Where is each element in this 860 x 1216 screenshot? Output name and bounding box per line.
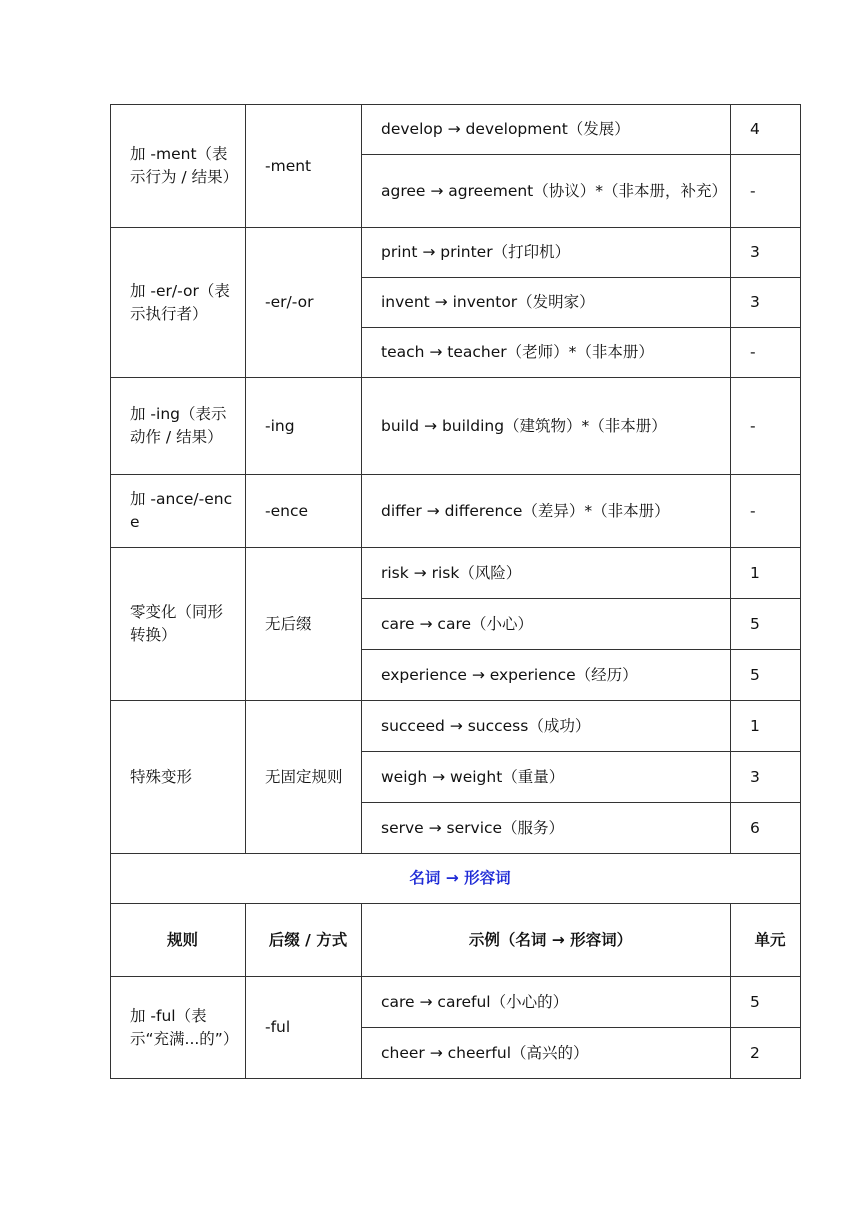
unit-cell: 4	[731, 105, 801, 155]
section-row	[111, 854, 801, 904]
suffix-cell: -ment	[246, 105, 362, 228]
example-cell: serve → service（服务）	[362, 803, 731, 854]
noun-to-adjective-rows	[111, 977, 801, 1079]
verb-to-noun-rows	[111, 105, 801, 854]
header-row	[111, 904, 801, 977]
table-row	[111, 378, 801, 475]
example-cell: cheer → cheerful（高兴的）	[362, 1028, 731, 1079]
example-cell: develop → development（发展）	[362, 105, 731, 155]
unit-cell: 1	[731, 701, 801, 752]
table-row	[111, 548, 801, 599]
header-suffix: 后缀 / 方式	[246, 904, 362, 977]
suffix-cell: 无固定规则	[246, 701, 362, 854]
example-cell: care → careful（小心的）	[362, 977, 731, 1028]
unit-cell: 6	[731, 803, 801, 854]
unit-cell: -	[731, 328, 801, 378]
example-cell: print → printer（打印机）	[362, 228, 731, 278]
rule-cell: 加 -ance/-ence	[111, 475, 246, 548]
example-cell: succeed → success（成功）	[362, 701, 731, 752]
table-row	[111, 977, 801, 1028]
example-cell: weigh → weight（重量）	[362, 752, 731, 803]
rule-cell: 加 -ful（表示“充满...的”）	[111, 977, 246, 1079]
header-rule: 规则	[111, 904, 246, 977]
table-row	[111, 475, 801, 548]
unit-cell: 3	[731, 278, 801, 328]
header-unit: 单元	[731, 904, 801, 977]
example-cell: invent → inventor（发明家）	[362, 278, 731, 328]
rule-cell: 加 -er/-or（表示执行者）	[111, 228, 246, 378]
unit-cell: 2	[731, 1028, 801, 1079]
table-row	[111, 105, 801, 155]
example-cell: agree → agreement（协议）*（非本册，补充）	[362, 155, 731, 228]
unit-cell: 5	[731, 599, 801, 650]
example-cell: experience → experience（经历）	[362, 650, 731, 701]
unit-cell: 5	[731, 650, 801, 701]
unit-cell: 3	[731, 752, 801, 803]
example-cell: build → building（建筑物）*（非本册）	[362, 378, 731, 475]
example-cell: differ → difference（差异）*（非本册）	[362, 475, 731, 548]
unit-cell: 5	[731, 977, 801, 1028]
unit-cell: -	[731, 475, 801, 548]
suffix-cell: -ing	[246, 378, 362, 475]
word-formation-table	[110, 104, 801, 1079]
suffix-cell: -ence	[246, 475, 362, 548]
section-title: 名词 → 形容词	[111, 854, 801, 904]
section-block	[111, 854, 801, 977]
unit-cell: 1	[731, 548, 801, 599]
suffix-cell: 无后缀	[246, 548, 362, 701]
suffix-cell: -er/-or	[246, 228, 362, 378]
example-cell: teach → teacher（老师）*（非本册）	[362, 328, 731, 378]
rule-cell: 加 -ing（表示动作 / 结果）	[111, 378, 246, 475]
example-cell: risk → risk（风险）	[362, 548, 731, 599]
table-row	[111, 701, 801, 752]
rule-cell: 特殊变形	[111, 701, 246, 854]
example-cell: care → care（小心）	[362, 599, 731, 650]
unit-cell: 3	[731, 228, 801, 278]
suffix-cell: -ful	[246, 977, 362, 1079]
unit-cell: -	[731, 155, 801, 228]
table-row	[111, 228, 801, 278]
unit-cell: -	[731, 378, 801, 475]
header-example: 示例（名词 → 形容词）	[362, 904, 731, 977]
rule-cell: 零变化（同形转换）	[111, 548, 246, 701]
rule-cell: 加 -ment（表示行为 / 结果）	[111, 105, 246, 228]
